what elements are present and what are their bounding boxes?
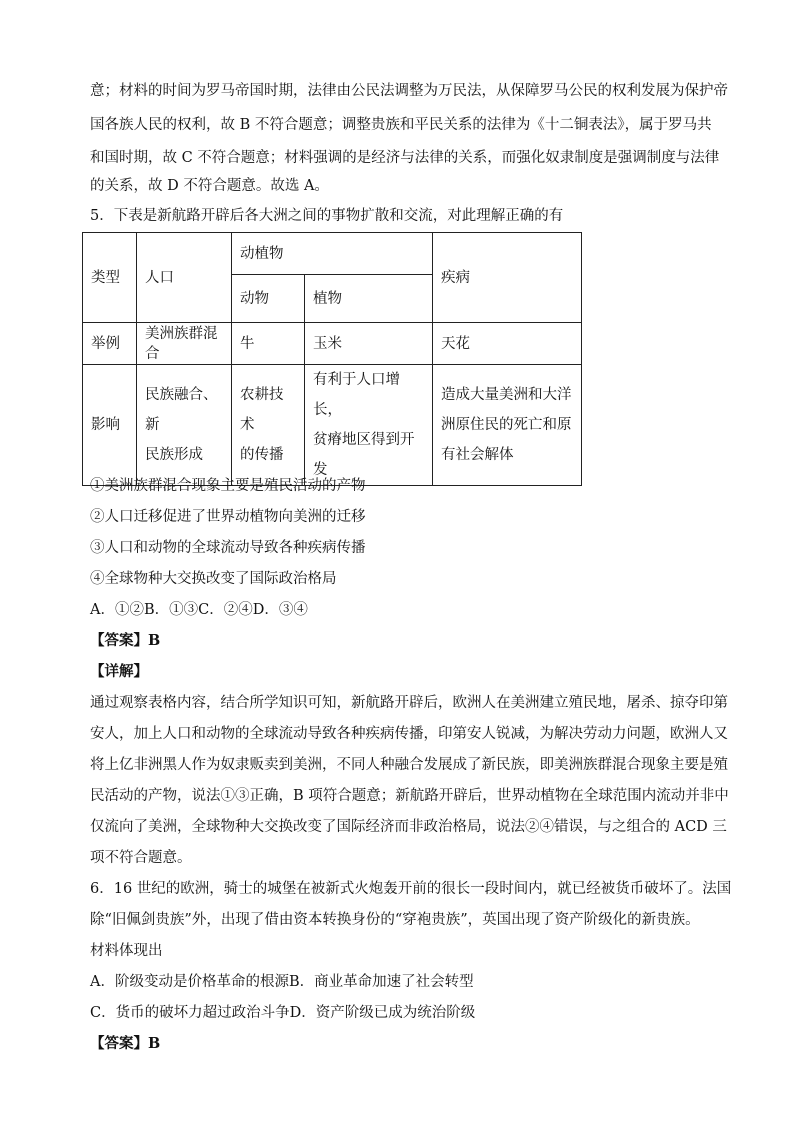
cell-example-plant: 玉米 (305, 323, 433, 365)
answer-label: 【答案】B (90, 632, 161, 649)
header-animal: 动物 (232, 275, 305, 323)
question-5-stem: 5．下表是新航路开辟后各大洲之间的事物扩散和交流，对此理解正确的有 (90, 208, 564, 224)
cell-example-population: 美洲族群混合 (137, 323, 232, 365)
paragraph-line: 国各族人民的权利，故 B 不符合题意；调整贵族和平民关系的法律为《十二铜表法》，属于罗马共 (90, 117, 712, 133)
detail-title: 【详解】 (90, 663, 148, 680)
answer-choices: C．货币的破坏力超过政治斗争D．资产阶级已成为统治阶级 (90, 1005, 476, 1021)
cell-line: 农耕技术 (240, 387, 284, 433)
cell-line: 有利于人口增长， (313, 372, 400, 418)
cell-impact-disease (433, 365, 582, 486)
cell-impact-population (137, 365, 232, 486)
statement-1: ①美洲族群混合现象主要是殖民活动的产物 (90, 478, 366, 494)
header-disease: 疾病 (433, 233, 582, 323)
header-type: 类型 (83, 233, 137, 323)
cell-line: 民族形成 (145, 447, 203, 463)
detail-line: 将上亿非洲黑人作为奴隶贩卖到美洲，不同人种融合发展成了新民族，即美洲族群混合现象主要是殖 (90, 757, 728, 773)
cell-impact-animal (232, 365, 305, 486)
paragraph-line: 意；材料的时间为罗马帝国时期，法律由公民法调整为万民法，从保障罗马公民的权利发展为保护帝 (90, 83, 728, 99)
cell-line: 贫瘠地区得到开 (313, 432, 415, 448)
row-example-label: 举例 (83, 323, 137, 365)
row-impact-label: 影响 (83, 365, 137, 486)
statement-3: ③人口和动物的全球流动导致各种疾病传播 (90, 540, 366, 556)
detail-line: 仅流向了美洲，全球物种大交换改变了国际经济而非政治格局，说法②④错误，与之组合的 ACD 三 (90, 819, 727, 835)
question-6-stem: 除“旧佩剑贵族”外，出现了借由资本转换身份的“穿袍贵族”，英国出现了资产阶级化的新贵族。 (90, 912, 700, 928)
cell-impact-plant (305, 365, 433, 486)
header-population: 人口 (137, 233, 232, 323)
detail-line: 通过观察表格内容，结合所学知识可知，新航路开辟后，欧洲人在美洲建立殖民地，屠杀、掠夺印第 (90, 695, 728, 711)
diffusion-table (82, 232, 582, 486)
paragraph-line: 的关系，故 D 不符合题意。故选 A。 (90, 178, 329, 194)
answer-choices: A．阶级变动是价格革命的根源B．商业革命加速了社会转型 (90, 974, 474, 990)
question-6-stem: 6．16 世纪的欧洲，骑士的城堡在被新式火炮轰开前的很长一段时间内，就已经被货币破坏了。法国 (90, 881, 732, 897)
header-flora-fauna: 动植物 (232, 233, 433, 275)
cell-line: 民族融合、新 (145, 387, 218, 433)
cell-line: 造成大量美洲和大洋 (441, 387, 572, 403)
statement-4: ④全球物种大交换改变了国际政治格局 (90, 571, 337, 587)
header-plant: 植物 (305, 275, 433, 323)
cell-example-animal: 牛 (232, 323, 305, 365)
cell-line: 有社会解体 (441, 447, 514, 463)
cell-line: 发 (313, 462, 328, 478)
cell-line: 的传播 (240, 447, 284, 463)
answer-label: 【答案】B (90, 1035, 161, 1052)
statement-2: ②人口迁移促进了世界动植物向美洲的迁移 (90, 509, 366, 525)
cell-example-disease: 天花 (433, 323, 582, 365)
answer-choices: A．①②B．①③C．②④D．③④ (90, 602, 308, 618)
detail-line: 安人，加上人口和动物的全球流动导致各种疾病传播，印第安人锐减，为解决劳动力问题，欧洲人又 (90, 726, 728, 742)
question-6-stem: 材料体现出 (90, 943, 163, 959)
cell-line: 洲原住民的死亡和原 (441, 417, 572, 433)
paragraph-line: 和国时期，故 C 不符合题意；材料强调的是经济与法律的关系，而强化奴隶制度是强调制度与法律 (90, 150, 720, 166)
detail-line: 项不符合题意。 (90, 850, 192, 866)
detail-line: 民活动的产物，说法①③正确，B 项符合题意；新航路开辟后，世界动植物在全球范围内流动并非中 (90, 788, 729, 804)
